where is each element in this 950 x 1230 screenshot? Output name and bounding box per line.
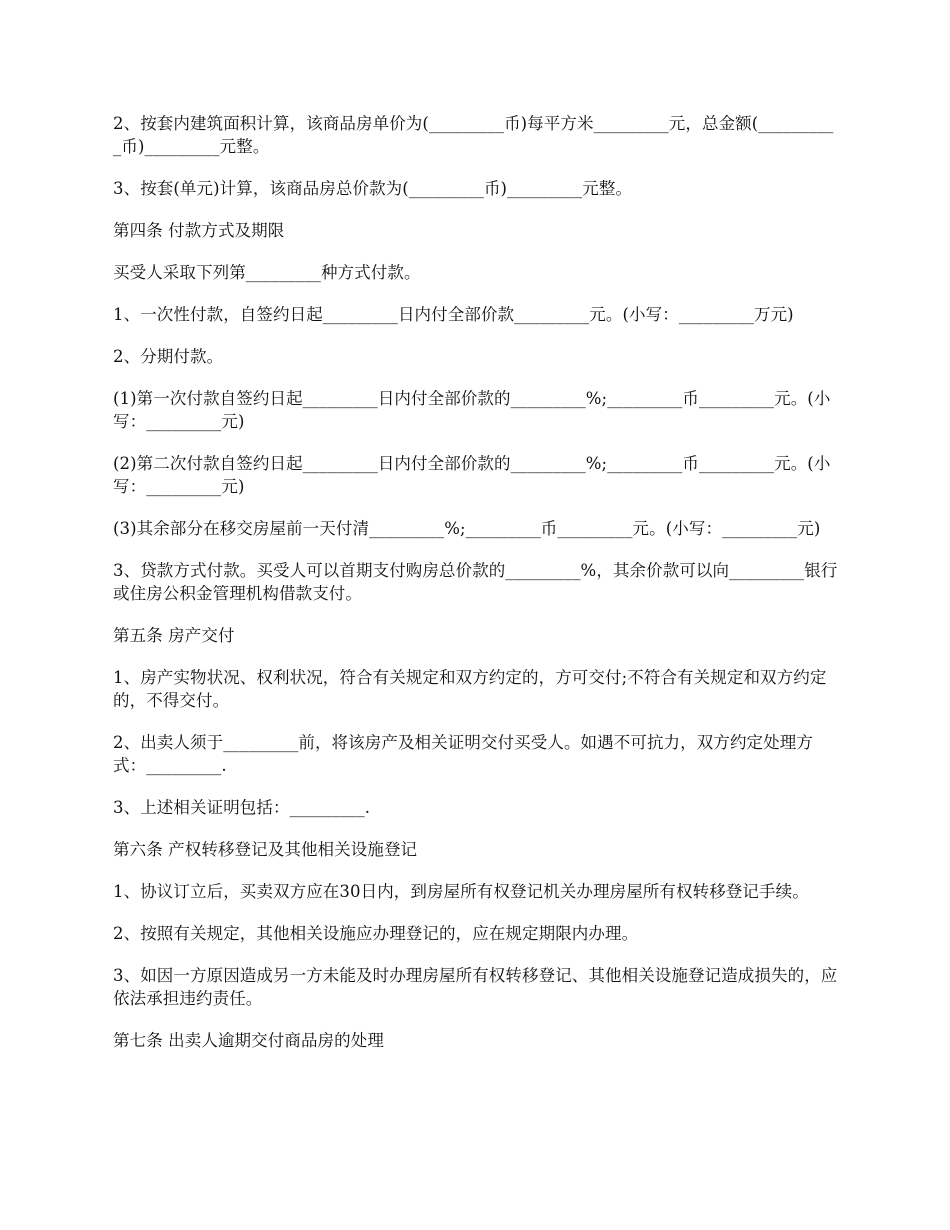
delivery-certificates: 3、上述相关证明包括：_________. xyxy=(113,798,371,817)
delivery-condition: 1、房产实物状况、权利状况，符合有关规定和双方约定的，方可交付;不符合有关规定和双方约定的，不得交付。 xyxy=(113,668,827,710)
article-5-heading: 第五条 房产交付 xyxy=(113,626,235,645)
installment-remainder: (3)其余部分在移交房屋前一天付清_________%;_________币_________元。(小写：_________元) xyxy=(113,519,821,538)
registration-liability: 3、如因一方原因造成另一方未能及时办理房屋所有权转移登记、其他相关设施登记造成损失的，应依法承担违约责任。 xyxy=(113,966,838,1008)
installment-second: (2)第二次付款自签约日起_________日内付全部价款的_________%;_________币_________元。(小写：_________元) xyxy=(113,454,831,496)
clause-price-by-unit: 3、按套(单元)计算，该商品房总价款为(_________币)_________元整。 xyxy=(113,179,633,198)
installment-first: (1)第一次付款自签约日起_________日内付全部价款的_________%;_________币_________元。(小写：_________元) xyxy=(113,389,831,431)
article-6-heading: 第六条 产权转移登记及其他相关设施登记 xyxy=(113,840,418,859)
registration-transfer: 1、协议订立后，买卖双方应在30日内，到房屋所有权登记机关办理房屋所有权转移登记手续。 xyxy=(113,882,809,901)
registration-facilities: 2、按照有关规定，其他相关设施应办理登记的，应在规定期限内办理。 xyxy=(113,924,639,943)
delivery-deadline: 2、出卖人须于_________前，将该房产及相关证明交付买受人。如遇不可抗力，双方约定处理方式：_________. xyxy=(113,733,813,775)
payment-lump-sum: 1、一次性付款，自签约日起_________日内付全部价款_________元。(小写：_________万元) xyxy=(113,305,794,324)
article-4-heading: 第四条 付款方式及期限 xyxy=(113,221,285,240)
payment-loan: 3、贷款方式付款。买受人可以首期支付购房总价款的_________%，其余价款可以向_________银行或住房公积金管理机构借款支付。 xyxy=(113,561,838,603)
payment-method-choice: 买受人采取下列第_________种方式付款。 xyxy=(113,263,421,282)
payment-installments: 2、分期付款。 xyxy=(113,347,224,366)
document-page xyxy=(113,112,840,1071)
article-7-heading: 第七条 出卖人逾期交付商品房的处理 xyxy=(113,1031,384,1050)
clause-price-by-inner-area: 2、按套内建筑面积计算，该商品房单价为(_________币)每平方米_________元，总金额(__________币)_________元整。 xyxy=(113,114,834,156)
